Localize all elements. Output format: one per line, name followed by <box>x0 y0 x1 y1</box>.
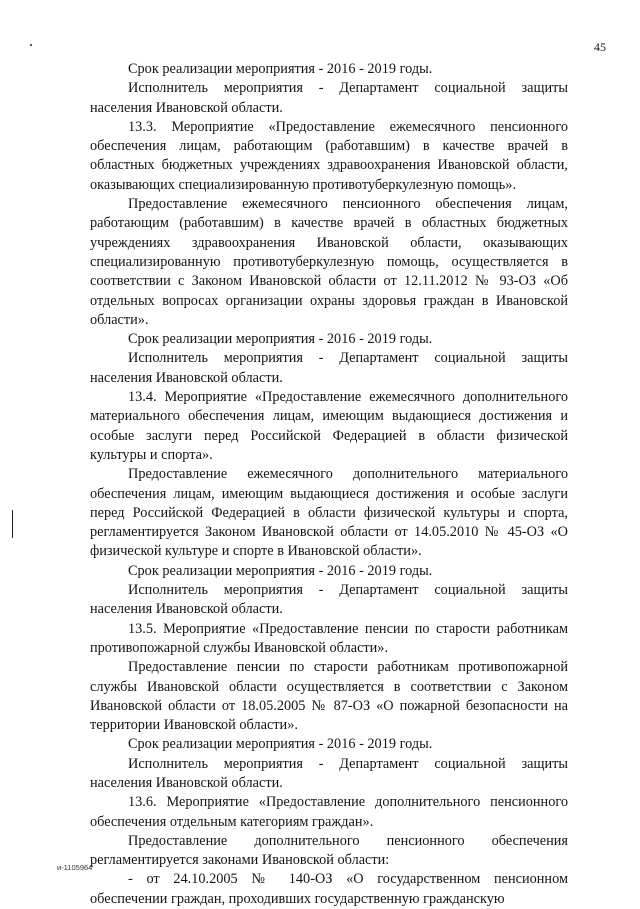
paragraph-deadline: Срок реализации мероприятия - 2016 - 2019 годы. <box>128 61 433 77</box>
paragraph-description: Предоставление дополнительного пенсионного обеспечения регламентируется законами Ивановской области: <box>90 832 568 869</box>
paragraph-deadline: Срок реализации мероприятия - 2016 - 2019 годы. <box>128 562 433 579</box>
page-number: 45 <box>594 40 606 54</box>
paragraph-measure-13-3: 13.3. Мероприятие «Предоставление ежемесячного пенсионного обеспечения лицам, работающим (работавшим) в качестве врачей в областных бюджетных учреждениях здравоохранения Ивановской области, оказывающих специализированную противотуберкулезную помощь». <box>90 118 568 193</box>
paragraph-law-list-item: - от 24.10.2005 № 140-ОЗ «О государственном пенсионном обеспечении граждан, проходивших государственную гражданскую <box>90 871 568 907</box>
paragraph-executor: Исполнитель мероприятия - Департамент социальной защиты населения Ивановской области. <box>90 80 568 116</box>
paragraph-deadline: Срок реализации мероприятия - 2016 - 2019 годы. <box>128 331 433 348</box>
paragraph-description: Предоставление пенсии по старости работникам противопожарной службы Ивановской области осуществляется в соответствии с Законом Ивановской области от 18.05.2005 № 87-ОЗ «О пожарной безопасности на территории Ивановской области». <box>90 659 568 734</box>
paragraph-executor: Исполнитель мероприятия - Департамент социальной защиты населения Ивановской области. <box>90 755 568 791</box>
paragraph-executor: Исполнитель мероприятия - Департамент социальной защиты населения Ивановской области. <box>90 350 568 386</box>
scan-artifact-line <box>12 510 13 538</box>
footer-document-code: и-1105964 <box>57 863 93 872</box>
paragraph-measure-13-6: 13.6. Мероприятие «Предоставление дополнительного пенсионного обеспечения отдельным категориям граждан». <box>90 794 568 830</box>
paragraph-description: Предоставление ежемесячного дополнительного материального обеспечения лицам, имеющим выдающиеся достижения и особые заслуги перед Российской Федерацией в области физической культуры и спорта, регламентируется Законом Ивановской области от 14.05.2010 № 45-ОЗ «О физической культуре и спорте в Ивановской области». <box>90 466 568 560</box>
document-body <box>90 60 568 909</box>
paragraph-measure-13-4: 13.4. Мероприятие «Предоставление ежемесячного дополнительного материального обеспечения лицам, имеющим выдающиеся достижения и особые заслуги перед Российской Федерацией в области физической культуры и спорта». <box>90 389 568 463</box>
paragraph-executor: Исполнитель мероприятия - Департамент социальной защиты населения Ивановской области. <box>90 582 568 618</box>
paragraph-description: Предоставление ежемесячного пенсионного обеспечения лицам, работающим (работавшим) в качестве врачей в областных бюджетных учреждениях здравоохранения Ивановской области, оказывающих специализированную противотуберкулезную помощь, осуществляется в соответствии с Законом Ивановской области от 12.11.2012 № 93-ОЗ «Об отдельных вопросах организации охраны здоровья граждан в Ивановской области». <box>90 196 568 328</box>
paragraph-deadline: Срок реализации мероприятия - 2016 - 2019 годы. <box>128 736 433 753</box>
paragraph-measure-13-5: 13.5. Мероприятие «Предоставление пенсии по старости работникам противопожарной службы Ивановской области». <box>90 620 568 656</box>
scan-artifact-dot <box>30 44 32 46</box>
